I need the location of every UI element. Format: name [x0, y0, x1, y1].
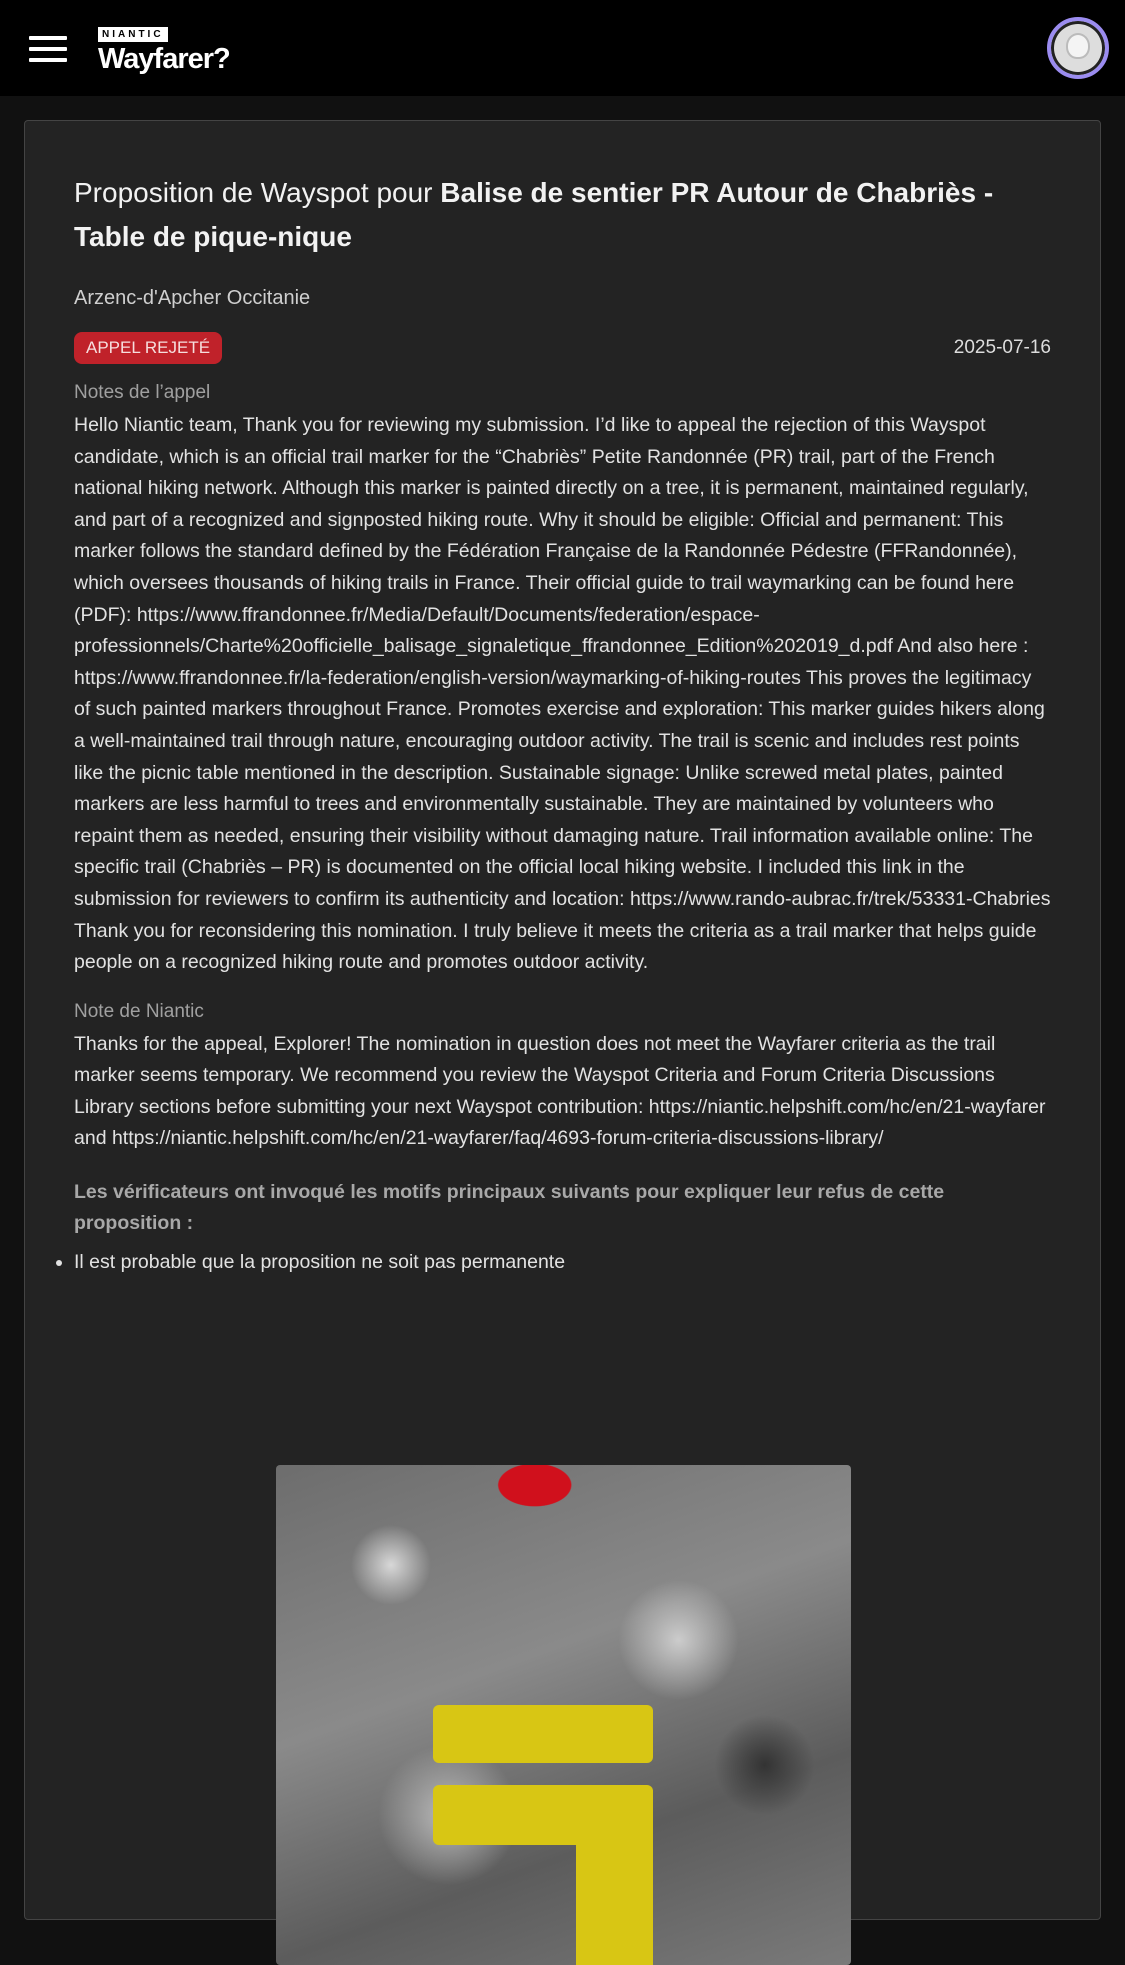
appeal-card	[24, 120, 1101, 1920]
niantic-note-text: Thanks for the appeal, Explorer! The nomination in question does not meet the Wayfarer criteria as the trail marker seems temporary. We recommend you review the Wayspot Criteria and Forum Criteria Discussions Library sections before submitting your next Wayspot contribution: https://niantic.helpshift.com/hc/en/21-wayfarer and https://niantic.helpshift.com/hc/en/21-wayfarer/faq/4693-forum-criteria-discussions-library/	[74, 1032, 1046, 1150]
avatar-icon	[1066, 33, 1090, 59]
page-title: Proposition de Wayspot pour Balise de sentier PR Autour de Chabriès - Table de pique-nique	[74, 177, 994, 252]
pin-icon: ?	[213, 43, 230, 75]
wayspot-photo[interactable]	[276, 1465, 851, 1965]
wayfarer-logo[interactable]	[98, 24, 230, 76]
appeal-notes-label: Notes de l’appel	[74, 382, 211, 403]
niantic-note-label: Note de Niantic	[74, 1000, 204, 1022]
brand-name: Wayfarer	[98, 43, 214, 75]
list-item: • Il est probable que la proposition ne soit pas permanente	[74, 1247, 1051, 1278]
niantic-wordmark: NIANTIC	[98, 27, 168, 42]
location: Arzenc-d'Apcher Occitanie	[74, 287, 311, 309]
top-bar	[0, 0, 1125, 96]
date: 2025-07-16	[953, 337, 1051, 358]
wayspot-name: Balise de sentier PR Autour de Chabriès - Table de pique-nique	[74, 177, 994, 252]
hamburger-menu-icon[interactable]	[29, 36, 67, 62]
rejection-reasons-list	[49, 1247, 1051, 1278]
status-badge: APPEL REJETÉ	[74, 332, 222, 364]
rejection-reasons-heading: Les vérificateurs ont invoqué les motifs principaux suivants pour expliquer leur refus de cette proposition :	[74, 1181, 945, 1235]
avatar[interactable]	[1047, 17, 1109, 79]
appeal-notes-text: Hello Niantic team, Thank you for reviewing my submission. I’d like to appeal the rejection of this Wayspot candidate, which is an official trail marker for the “Chabriès” Petite Randonnée (PR) trail, part of the French national hiking network. Although this marker is painted directly on a tree, it is permanent, maintained regularly, and part of a recognized and signposted hiking route. Why it should be eligible: Official and permanent: This marker follows the standard defined by the Fédération Française de la Randonnée Pédestre (FFRandonnée), which oversees thousands of hiking trails in France. Their official guide to trail waymarking can be found here (PDF): https://www.ffrandonnee.fr/Media/Default/Documents/federation/espace-professionnels/Charte%20officielle_balisage_signaletique_ffrandonnee_Edition%202019_d.pdf And also here : https://www.ffrandonnee.fr/la-federation/english-version/waymarking-of-hiking-routes This proves the legitimacy of such painted markers throughout France. Promotes exercise and exploration: This marker guides hikers along a well-maintained trail through nature, encouraging outdoor activity. The trail is scenic and includes rest points like the picnic table mentioned in the description. Sustainable signage: Unlike screwed metal plates, painted markers are less harmful to trees and environmentally sustainable. They are maintained by volunteers who repaint them as needed, ensuring their visibility without damaging nature. Trail information available online: The specific trail (Chabriès – PR) is documented on the official local hiking website. I included this link in the submission for reviewers to confirm its authenticity and location: https://www.rando-aubrac.fr/trek/53331-Chabries Thank you for reconsidering this nomination. I truly believe it meets the criteria as a trail marker that helps guide people on a recognized hiking route and promotes outdoor activity.	[74, 414, 1051, 974]
